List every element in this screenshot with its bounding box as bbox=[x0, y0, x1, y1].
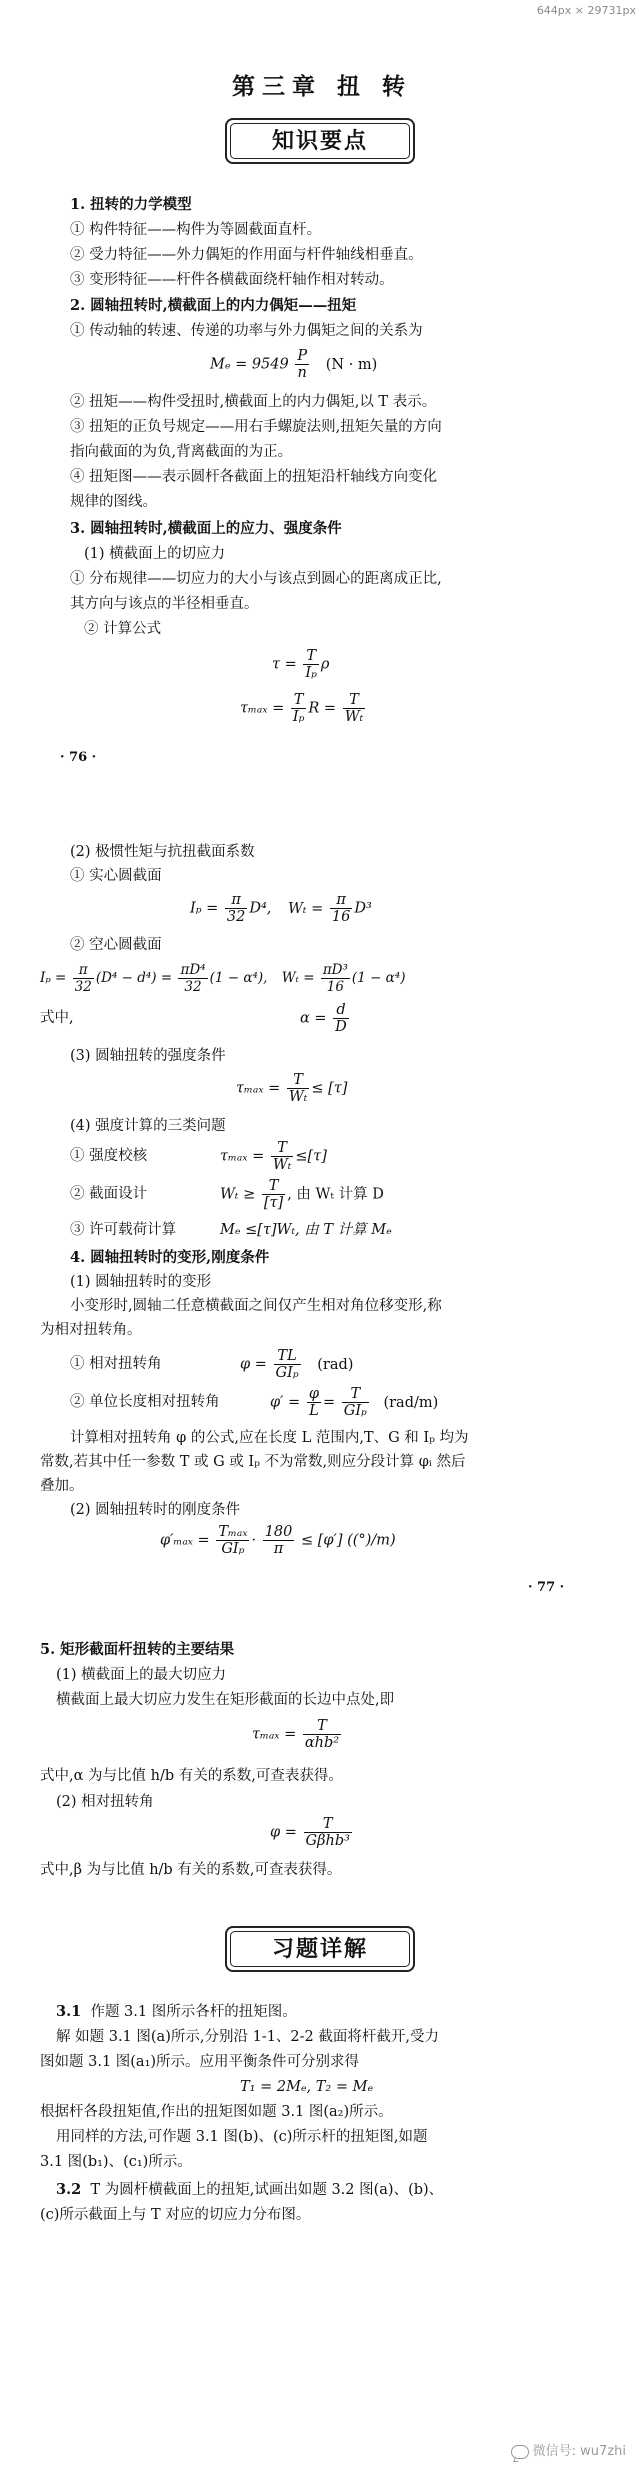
sec2-item4: 规律的图线。 bbox=[70, 494, 157, 510]
sec3-sub2: (2) 极惯性矩与抗扭截面系数 bbox=[70, 844, 255, 860]
solid-section-label: ① 实心圆截面 bbox=[70, 868, 162, 884]
moment-formula: Mₑ = 9549 $\frac{P}{n}$ (N · m) bbox=[210, 348, 378, 381]
chapter-title: 第三章 扭 转 bbox=[231, 73, 412, 100]
exercise-badge bbox=[225, 1926, 415, 1972]
hollow-section-label: ② 空心圆截面 bbox=[70, 937, 162, 953]
sec2-item1: ① 传动轴的转速、传递的功率与外力偶矩之间的关系为 bbox=[70, 323, 423, 339]
strength-check-formula: τₘₐₓ = $\frac{T}{\text{Wₜ}}$ ≤[τ] bbox=[220, 1140, 327, 1173]
exercise-label: 习题详解 bbox=[271, 1936, 368, 1962]
sec5-sub2: (2) 相对扭转角 bbox=[56, 1794, 154, 1810]
sec5-note1: 式中,α 为与比值 h/b 有关的系数,可查表获得。 bbox=[40, 1768, 343, 1784]
rect-phi-formula: φ = $\frac{T}{\text{Gβhb³}}$ bbox=[270, 1816, 350, 1849]
sec2-item4: ④ 扭矩图——表示圆杆各截面上的扭矩沿杆轴线方向变化 bbox=[70, 469, 438, 485]
sec1-item: ② 受力特征——外力偶矩的作用面与杆件轴线相垂直。 bbox=[70, 247, 423, 263]
solution-3-1-formula: T₁ = 2Mₑ, T₂ = Mₑ bbox=[240, 2079, 374, 2095]
sec1-title: 1. 扭转的力学模型 bbox=[70, 196, 192, 213]
strength-condition: τₘₐₓ = $\frac{T}{\text{Wₜ}}$ ≤ [τ] bbox=[236, 1072, 348, 1105]
section-design-label: ② 截面设计 bbox=[70, 1186, 148, 1202]
sec4-sub1: (1) 圆轴扭转时的变形 bbox=[70, 1274, 212, 1290]
wechat-icon bbox=[511, 2445, 529, 2459]
wechat-watermark: 微信号: wu7zhi bbox=[511, 2440, 626, 2459]
sec2-item3: 指向截面的为负,背离截面的为正。 bbox=[70, 444, 293, 460]
sec4-para: 为相对扭转角。 bbox=[40, 1322, 142, 1338]
sec5-note2: 式中,β 为与比值 h/b 有关的系数,可查表获得。 bbox=[40, 1862, 342, 1878]
solid-section-formula: Iₚ = $\frac{\pi}{32}$ D⁴, Wₜ = $\frac{\pi}{16}$ D³ bbox=[190, 892, 372, 925]
taumax-formula: τₘₐₓ = $\frac{T}{\text{Iₚ}}$ R = $\frac{T}{\text{Wₜ}}$ bbox=[240, 692, 364, 725]
section-design-formula: Wₜ ≥ $\frac{T}{[\tau]}$ , 由 Wₜ 计算 D bbox=[220, 1178, 384, 1211]
problem-3-2: (c)所示截面上与 T 对应的切应力分布图。 bbox=[40, 2207, 311, 2223]
sec2-title: 2. 圆轴扭转时,横截面上的内力偶矩——扭矩 bbox=[70, 297, 357, 314]
relative-twist-label: ① 相对扭转角 bbox=[70, 1356, 162, 1372]
problem-3-1: 3.1 作题 3.1 图所示各杆的扭矩图。 bbox=[56, 2003, 297, 2020]
hollow-section-formula: Iₚ = $\frac{\pi}{32}$ (D⁴ − d⁴) = $\frac{\text{πD⁴}}{32}$ (1 − α⁴), Wₜ = $\frac{\text{πD³}}{16}$ (1 − α⁴) bbox=[40, 962, 406, 995]
sec3-title: 3. 圆轴扭转时,横截面上的应力、强度条件 bbox=[70, 520, 342, 537]
solution-3-1: 解 如题 3.1 图(a)所示,分别沿 1-1、2-2 截面将杆截开,受力 bbox=[56, 2029, 439, 2045]
sec1-item: ① 构件特征——构件为等圆截面直杆。 bbox=[70, 222, 322, 238]
stiffness-condition: φ′ₘₐₓ = $\frac{\text{Tₘₐₓ}}{\text{GIₚ}}$ · $\frac{180}{\pi}$ ≤ [φ′] ((°)/m) bbox=[160, 1524, 396, 1557]
where-label: 式中, bbox=[40, 1010, 74, 1026]
page-76 bbox=[0, 0, 644, 820]
sec4-calc: 计算相对扭转角 φ 的公式,应在长度 L 范围内,T、G 和 Iₚ 均为 bbox=[70, 1430, 469, 1446]
page-number-77: · 77 · bbox=[528, 1580, 565, 1595]
relative-twist-formula: φ = $\frac{TL}{\text{GIₚ}}$ (rad) bbox=[240, 1348, 354, 1381]
tau-formula: τ = $\frac{T}{\text{Iₚ}}$ ρ bbox=[272, 648, 330, 681]
sec4-para: 小变形时,圆轴二任意横截面之间仅产生相对角位移变形,称 bbox=[70, 1298, 442, 1314]
sec5-sub1: (1) 横截面上的最大切应力 bbox=[56, 1667, 227, 1683]
image-size-tag: 644px × 29731px bbox=[536, 4, 636, 17]
problem-3-2: 3.2 T 为圆杆横截面上的扭矩,试画出如题 3.2 图(a)、(b)、 bbox=[56, 2181, 444, 2198]
sec2-item2: ② 扭矩——构件受扭时,横截面上的内力偶矩,以 T 表示。 bbox=[70, 394, 437, 410]
sec2-item3: ③ 扭矩的正负号规定——用右手螺旋法则,扭矩矢量的方向 bbox=[70, 419, 442, 435]
sec3-dist: 其方向与该点的半径相垂直。 bbox=[70, 596, 259, 612]
allowable-load-label: ③ 许可载荷计算 bbox=[70, 1222, 177, 1238]
sec4-calc: 常数,若其中任一参数 T 或 G 或 Iₚ 不为常数,则应分段计算 φᵢ 然后 bbox=[40, 1454, 466, 1470]
sec3-calc: ② 计算公式 bbox=[84, 621, 162, 637]
sec4-title: 4. 圆轴扭转时的变形,刚度条件 bbox=[70, 1249, 270, 1266]
page-77 bbox=[0, 820, 644, 1600]
strength-check-label: ① 强度校核 bbox=[70, 1148, 148, 1164]
sec5-para: 横截面上最大切应力发生在矩形截面的长边中点处,即 bbox=[56, 1692, 395, 1708]
solution-3-1: 根据杆各段扭矩值,作出的扭矩图如题 3.1 图(a₂)所示。 bbox=[40, 2104, 393, 2120]
knowledge-points-label: 知识要点 bbox=[271, 128, 368, 154]
sec4-calc: 叠加。 bbox=[40, 1478, 84, 1494]
sec4-sub2: (2) 圆轴扭转时的刚度条件 bbox=[70, 1502, 241, 1518]
rect-taumax-formula: τₘₐₓ = $\frac{T}{\text{αhb²}}$ bbox=[252, 1718, 340, 1751]
sec1-item: ③ 变形特征——杆件各横截面绕杆轴作相对转动。 bbox=[70, 272, 394, 288]
sec3-sub3: (3) 圆轴扭转的强度条件 bbox=[70, 1048, 226, 1064]
solution-3-1: 用同样的方法,可作题 3.1 图(b)、(c)所示杆的扭矩图,如题 bbox=[56, 2129, 428, 2145]
sec3-sub4: (4) 强度计算的三类问题 bbox=[70, 1118, 226, 1134]
knowledge-points-badge bbox=[225, 118, 415, 164]
solution-3-1: 图如题 3.1 图(a₁)所示。应用平衡条件可分别求得 bbox=[40, 2054, 360, 2070]
unit-twist-label: ② 单位长度相对扭转角 bbox=[70, 1394, 220, 1410]
sec3-dist: ① 分布规律——切应力的大小与该点到圆心的距离成正比, bbox=[70, 571, 442, 587]
allowable-load-formula: Mₑ ≤[τ]Wₜ, 由 T 计算 Mₑ bbox=[220, 1222, 392, 1238]
page-number-76: · 76 · bbox=[60, 750, 97, 765]
solution-3-1: 3.1 图(b₁)、(c₁)所示。 bbox=[40, 2154, 192, 2170]
sec5-title: 5. 矩形截面杆扭转的主要结果 bbox=[40, 1641, 235, 1658]
sec3-sub1: (1) 横截面上的切应力 bbox=[84, 546, 226, 562]
page-78 bbox=[0, 1600, 644, 2477]
alpha-formula: α = $\frac{d}{D}$ bbox=[300, 1002, 347, 1035]
unit-twist-formula: φ′ = $\frac{\varphi}{L}$ = $\frac{T}{\text{GIₚ}}$ (rad/m) bbox=[270, 1386, 439, 1419]
